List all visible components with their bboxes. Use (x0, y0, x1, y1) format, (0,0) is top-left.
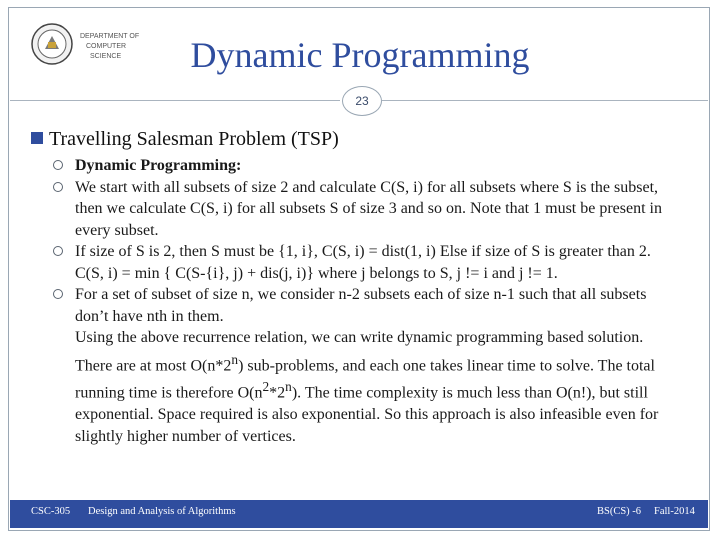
bullet-list (53, 155, 683, 447)
footer-program: BS(CS) -6 (597, 506, 642, 517)
list-item-text: Dynamic Programming: (75, 157, 242, 174)
superscript: 2 (262, 379, 270, 395)
department-logo (28, 14, 140, 74)
circle-bullet-icon (53, 246, 63, 256)
list-item-text: We start with all subsets of size 2 and calculate C(S, i) for all subsets where S is the subset, then we calculate C(S, i) for all subsets S of size 3 and so on. Note that 1 must be present in every subset. (75, 178, 662, 239)
circle-bullet-icon (53, 160, 63, 170)
slide-title: Dynamic Programming (190, 35, 530, 75)
section-heading-text: Travelling Salesman Problem (TSP) (49, 128, 339, 150)
header-rule-left (10, 100, 340, 101)
circle-bullet-icon (53, 289, 63, 299)
header-rule-right (382, 100, 708, 101)
footer-subject: Design and Analysis of Algorithms (88, 506, 236, 517)
continuation-text: *2 (269, 384, 286, 402)
circle-bullet-icon (53, 182, 63, 192)
list-item (53, 155, 683, 177)
logo-line-2: COMPUTER (86, 43, 127, 50)
list-item-text: For a set of subset of size n, we consider n-2 subsets each of size n-1 such that all subsets don’t have nth in them. (75, 286, 647, 325)
continuation-text: ) sub-problems, and each one takes linear time to solve. The total running time is therefore O(n (75, 356, 655, 402)
superscript: n (231, 351, 239, 367)
list-item-text: If size of S is 2, then S must be {1, i}, C(S, i) = dist(1, i) Else if size of S is greater than 2. C(S, i) = min { C(S-{i}, j) + dis(j, i)} where j belongs to S, j != i and j != 1. (75, 243, 651, 282)
section-heading (31, 128, 339, 151)
logo-line-1: DEPARTMENT OF (80, 33, 140, 40)
list-item (53, 241, 683, 284)
footer-term: Fall-2014 (654, 506, 695, 517)
list-item (53, 284, 683, 447)
list-item (53, 177, 683, 242)
superscript: n (285, 379, 292, 395)
continuation-text: ). The time complexity is much less than O(n!), but still exponential. Space required is also exponential. So this approach is also infeasible even for slightly higher number of vertices. (75, 384, 659, 445)
footer-course: CSC-305 (31, 506, 71, 517)
square-bullet-icon (31, 132, 43, 144)
page-number: 23 (342, 86, 382, 116)
logo-line-3: SCIENCE (90, 53, 122, 60)
continuation-text: Using the above recurrence relation, we can write dynamic programming based solution. There are at most O(n*2 (75, 329, 644, 374)
